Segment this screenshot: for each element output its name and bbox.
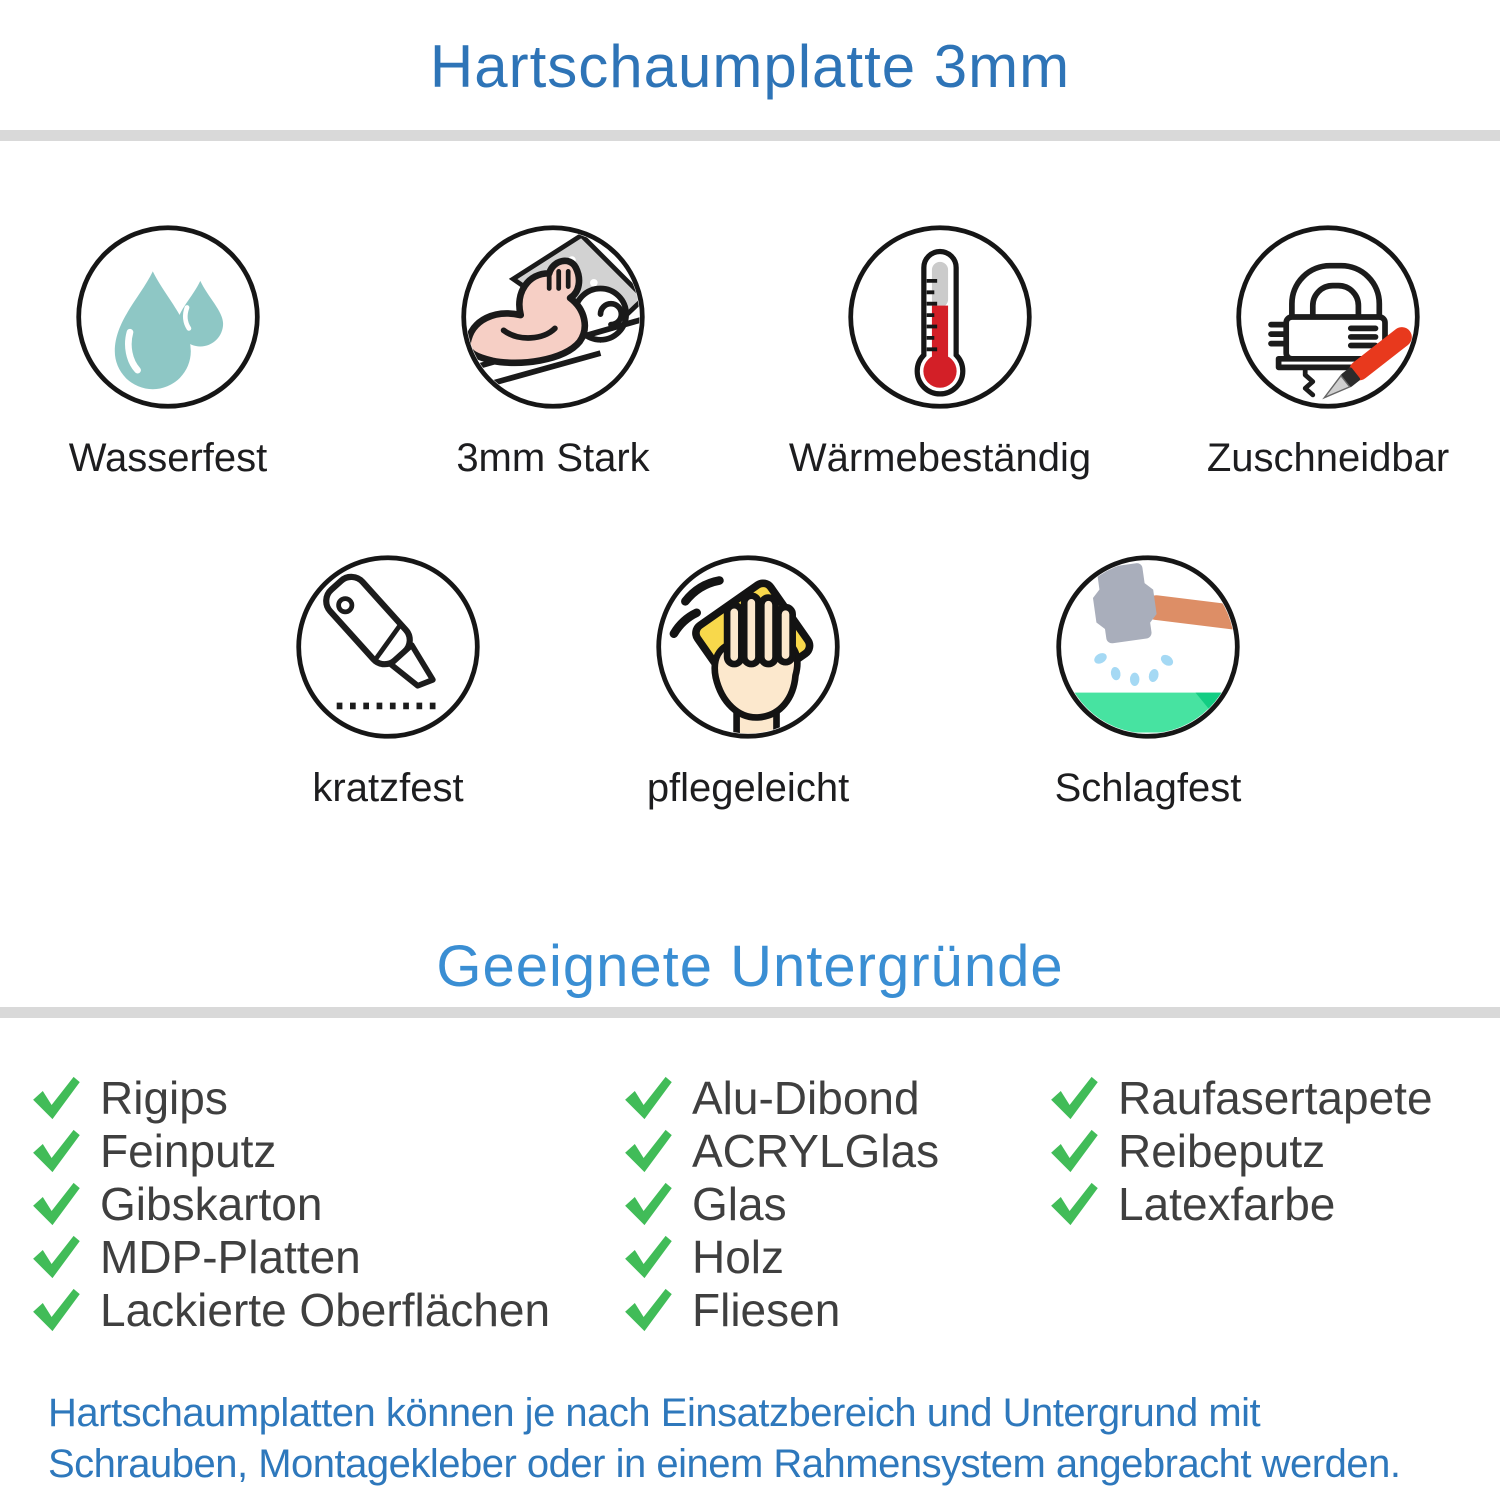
checkmark-icon [622,1076,674,1120]
substrate-item [622,1125,940,1177]
substrate-label: Lackierte Oberflächen [100,1284,551,1336]
substrate-item [1048,1178,1433,1230]
checkmark-icon [622,1129,674,1173]
substrate-label: Feinputz [100,1125,277,1177]
feature-label: Wärmebeständig [788,436,1092,480]
substrates-column-3 [1048,1072,1433,1230]
divider-middle [0,1007,1500,1018]
divider-top [0,130,1500,141]
feature-schlagfest [968,552,1328,811]
substrate-item [30,1284,551,1336]
substrate-label: Latexfarbe [1118,1178,1336,1230]
substrate-item [30,1178,550,1230]
substrate-label: Glas [692,1178,787,1230]
substrate-label: MDP-Platten [100,1231,361,1283]
checkmark-icon [622,1182,674,1226]
footer-note [48,1388,1400,1490]
checkmark-icon [1048,1076,1100,1120]
feature-label: Wasserfest [68,436,268,480]
feature-label: pflegeleicht [646,766,850,810]
substrate-label: Gibskarton [100,1178,323,1230]
feature-label: 3mm Stark [456,436,650,480]
hammer-icon [1053,552,1243,742]
feature-label: kratzfest [312,766,464,810]
utility-knife-icon [293,552,483,742]
substrate-label: Reibeputz [1118,1125,1326,1177]
footer-line-1: Hartschaumplatten können je nach Einsatzbereich und Untergrund mit [48,1391,1261,1435]
feature-wasserfest [0,222,348,481]
substrate-item [622,1178,939,1230]
substrate-item [622,1072,939,1124]
substrates-column-1 [30,1072,551,1336]
substrate-item [30,1125,550,1177]
checkmark-icon [622,1288,674,1332]
checkmark-icon [622,1235,674,1279]
thermometer-icon [845,222,1035,412]
muscle-arm-icon [458,222,648,412]
checkmark-icon [30,1076,82,1120]
substrate-label: Fliesen [692,1284,841,1336]
jigsaw-icon [1233,222,1423,412]
feature-zuschneidbar [1148,222,1500,481]
water-drops-icon [73,222,263,412]
feature-kratzfest [208,552,568,811]
feature-3mm-stark [373,222,733,481]
substrate-item [1048,1125,1433,1177]
substrate-item [622,1231,939,1283]
footer-line-2: Schrauben, Montagekleber oder in einem Rahmensystem angebracht werden. [48,1442,1401,1486]
feature-pflegeleicht [568,552,928,811]
substrate-item [1048,1072,1433,1124]
substrate-label: Holz [692,1231,785,1283]
checkmark-icon [30,1288,82,1332]
cleaning-hand-icon [653,552,843,742]
checkmark-icon [1048,1129,1100,1173]
checkmark-icon [30,1182,82,1226]
feature-label: Zuschneidbar [1206,436,1450,480]
feature-waermebestaendig [760,222,1120,481]
substrate-item [30,1072,550,1124]
substrate-item [30,1231,550,1283]
substrate-label: Alu-Dibond [692,1072,920,1124]
substrate-item [622,1284,939,1336]
checkmark-icon [30,1129,82,1173]
substrate-label: ACRYLGlas [692,1125,940,1177]
checkmark-icon [1048,1182,1100,1226]
page-title: Hartschaumplatte 3mm [429,33,1071,100]
checkmark-icon [30,1235,82,1279]
substrates-column-2 [622,1072,940,1336]
feature-label: Schlagfest [1054,766,1242,810]
substrate-label: Rigips [100,1072,228,1124]
section-title: Geeignete Untergründe [436,934,1064,999]
substrate-label: Raufasertapete [1118,1072,1433,1124]
